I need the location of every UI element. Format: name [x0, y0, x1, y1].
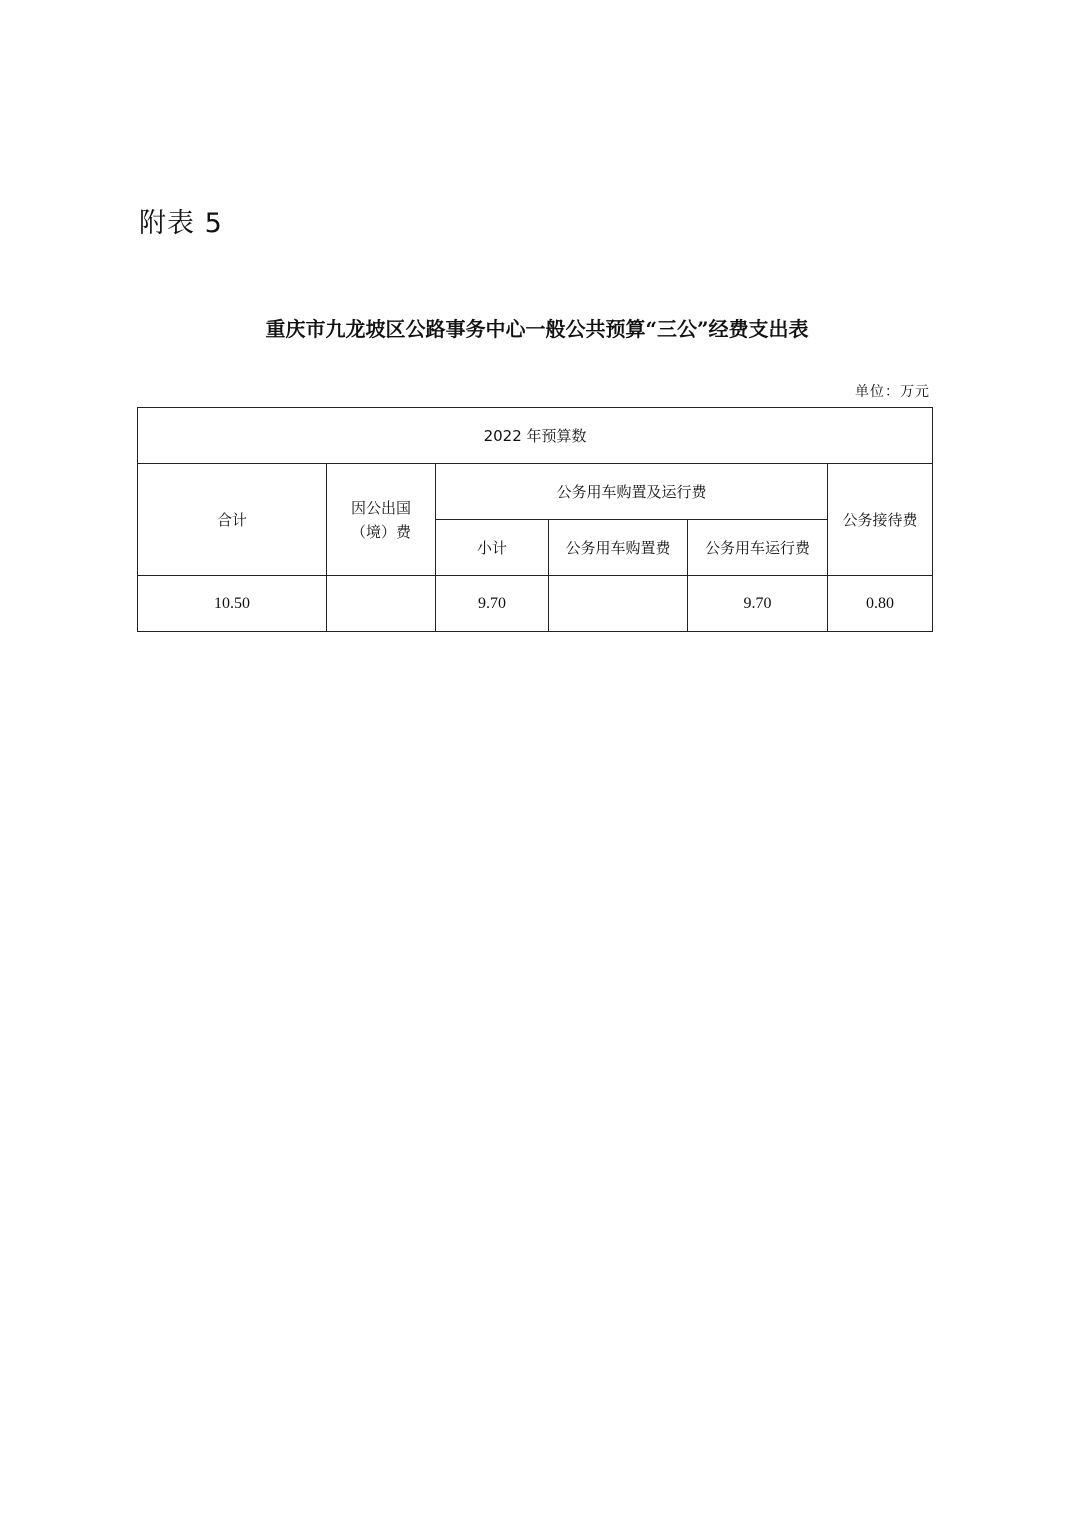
budget-table: [137, 407, 933, 632]
document-title: 重庆市九龙坡区公路事务中心一般公共预算“三公”经费支出表: [265, 317, 809, 341]
value-vehicle-purchase-cell: [549, 576, 688, 632]
header-year-text: 2022 年预算数: [483, 426, 587, 445]
table-header-row-year: [138, 408, 933, 464]
unit-note: 单位：万元: [855, 384, 930, 400]
value-reception-cell: 0.80: [828, 576, 933, 632]
value-vehicle-subtotal-cell: 9.70: [436, 576, 549, 632]
header-total-text: 合计: [216, 510, 247, 529]
header-vehicle-operation-text: 公务用车运行费: [704, 538, 810, 557]
value-vehicle-operation-cell: 9.70: [688, 576, 828, 632]
value-total-cell: 10.50: [138, 576, 327, 632]
header-vehicle-purchase-cell: [549, 520, 688, 576]
header-overseas-cell: [327, 464, 436, 576]
header-vehicle-subtotal-cell: [436, 520, 549, 576]
table-header-row-columns: [138, 464, 933, 520]
header-vehicle-operation-cell: [688, 520, 828, 576]
table-row: [138, 576, 933, 632]
header-reception-cell: [828, 464, 933, 576]
header-total-cell: [138, 464, 327, 576]
header-vehicle-subtotal-text: 小计: [476, 538, 507, 557]
value-overseas-cell: [327, 576, 436, 632]
header-overseas-line1: 因公出国: [350, 498, 411, 517]
header-vehicle-purchase-text: 公务用车购置费: [565, 538, 671, 557]
header-overseas-line2: （境）费: [350, 522, 411, 541]
attachment-label: 附表 5: [139, 208, 223, 239]
header-vehicle-group-text: 公务用车购置及运行费: [556, 482, 707, 501]
header-reception-text: 公务接待费: [842, 510, 918, 529]
header-year-cell: [138, 408, 933, 464]
header-vehicle-group-cell: [436, 464, 828, 520]
